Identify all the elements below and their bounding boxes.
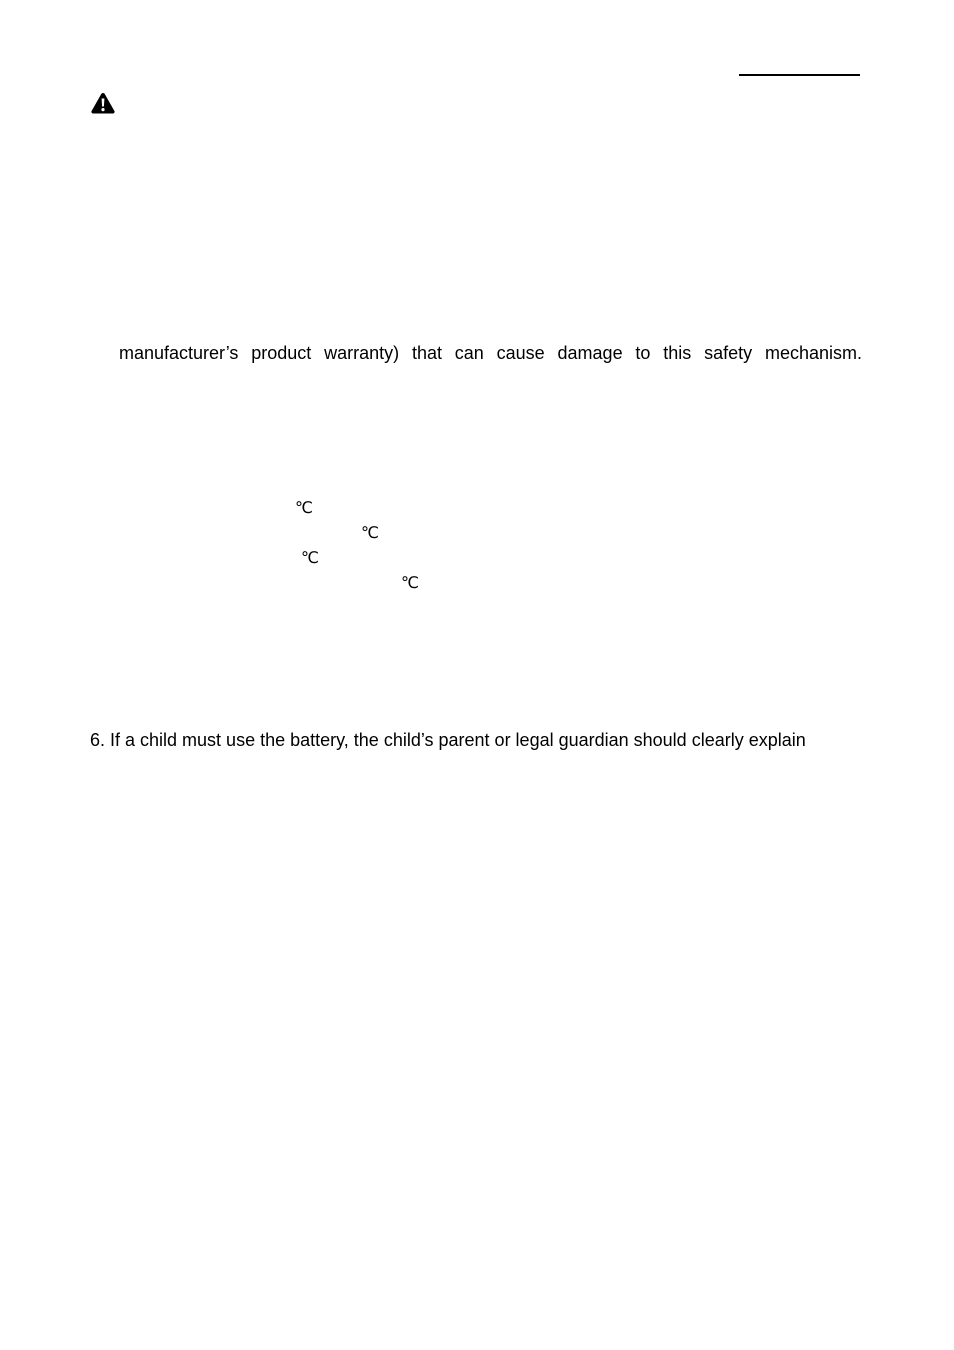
word: to (635, 343, 651, 363)
word: safety (704, 343, 753, 363)
word: manufacturer’s (119, 343, 239, 363)
word: that (411, 343, 442, 363)
word: cause (496, 343, 545, 363)
word: this (663, 343, 692, 363)
word: damage (557, 343, 623, 363)
word: can (454, 343, 484, 363)
temperature-unit: ℃ (361, 523, 379, 542)
child-safety-line: 6. If a child must use the battery, the child’s parent or legal guardian should clearly explain (90, 730, 806, 750)
warning-triangle-icon (91, 92, 115, 114)
temperature-unit: ℃ (301, 548, 319, 567)
warranty-line (119, 342, 862, 364)
temperature-unit: ℃ (295, 498, 313, 517)
temperature-unit: ℃ (401, 573, 419, 592)
word: product (251, 343, 312, 363)
word: warranty) (324, 343, 400, 363)
header-rule (739, 74, 860, 76)
word: mechanism. (764, 343, 862, 363)
